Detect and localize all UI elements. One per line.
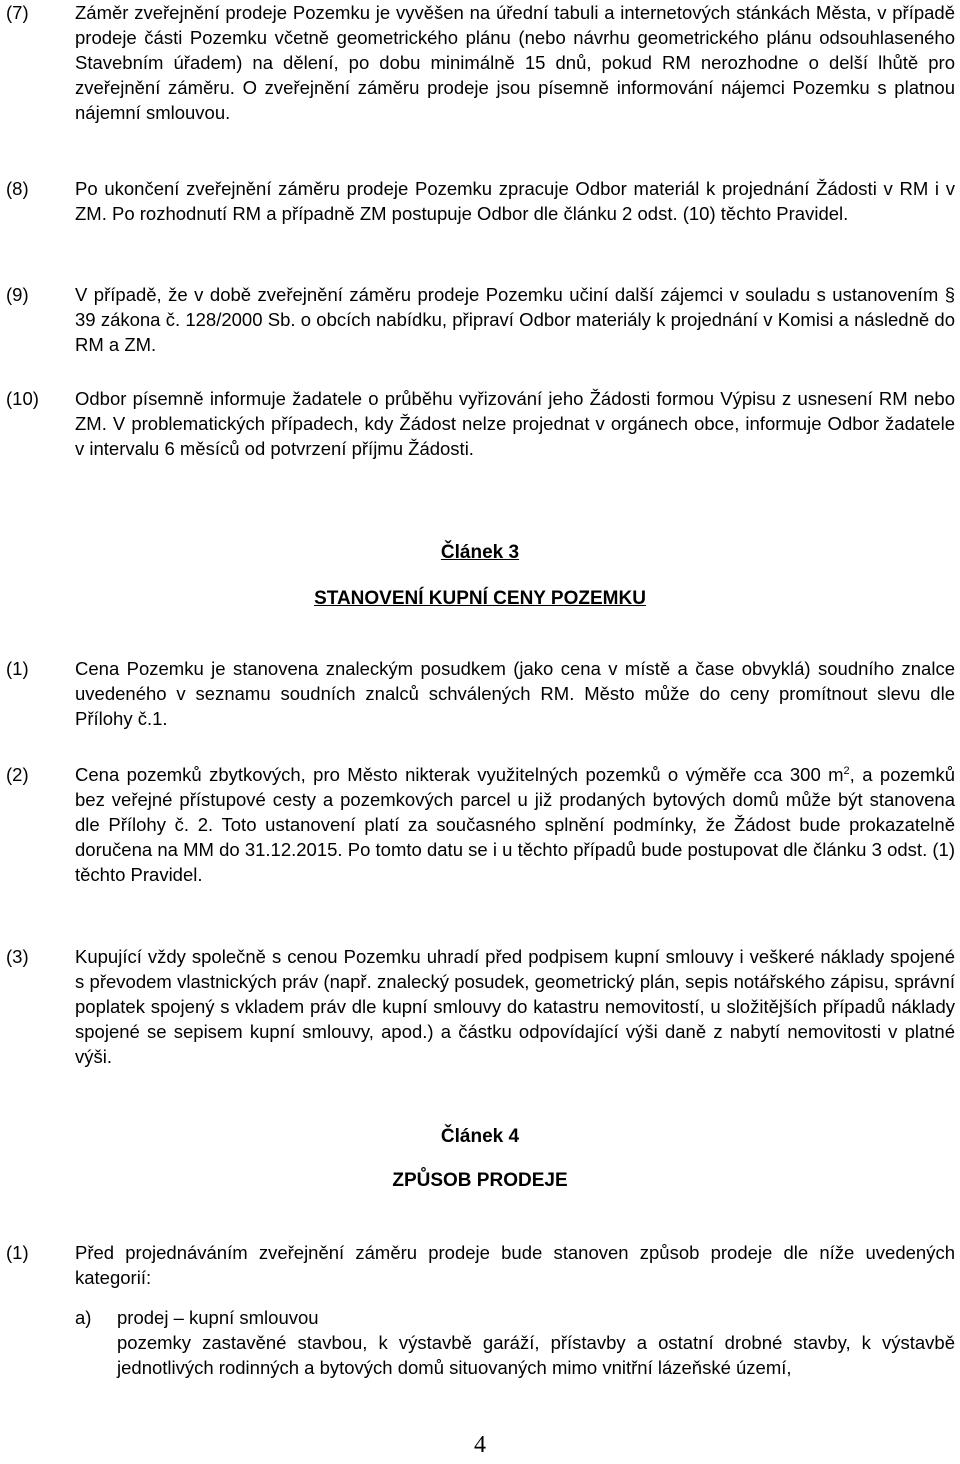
paragraph-text: Odbor písemně informuje žadatele o průběhu vyřizování jeho Žádosti formou Výpisu z usnesení RM nebo ZM. V problematických případech, kdy Žádost nelze projednat v orgánech obce, informuje Odbor žadatele v intervalu 6 měsíců od potvrzení příjmu Žádosti. <box>75 388 955 459</box>
article-4-subtitle: ZPŮSOB PRODEJE <box>392 1170 568 1191</box>
paragraph-number: (3) <box>6 946 29 967</box>
paragraph-text: Cena Pozemku je stanovena znaleckým posudkem (jako cena v místě a čase obvyklá) soudního znalce uvedeného v seznamu soudních znalců schválených RM. Město může do ceny promítnout slevu dle Přílohy č.1. <box>75 658 955 729</box>
text-after-superscript: , a pozemků bez veřejné přístupové cesty a pozemkových parcel u již prodaných bytových domů může být stanovena dle Přílohy č. 2. Toto ustanovení platí za současného splnění podmínky, že Žádost bude prokazatelně doručena na MM do 31.12.2015. Po tomto datu se i u těchto případů bude postupovat dle článku 3 odst. (1) těchto Pravidel. <box>75 764 955 885</box>
text-before-superscript: Cena pozemků zbytkových, pro Město nikterak využitelných pozemků o výměře cca 300 m <box>75 764 844 785</box>
paragraph-number: (7) <box>6 2 29 23</box>
page-number: 4 <box>474 1432 486 1458</box>
list-item-description: pozemky zastavěné stavbou, k výstavbě garáží, přístavby a ostatní drobné stavby, k výstavbě jednotlivých rodinných a bytových domů situovaných mimo vnitřní lázeňské území, <box>117 1332 955 1378</box>
article-3-subtitle: STANOVENÍ KUPNÍ CENY POZEMKU <box>314 588 646 609</box>
article-3-title: Článek 3 <box>440 542 520 563</box>
list-item-title: prodej – kupní smlouvou <box>117 1307 319 1328</box>
paragraph-text: Před projednáváním zveřejnění záměru prodeje bude stanoven způsob prodeje dle níže uvedených kategorií: <box>75 1242 955 1288</box>
list-item-letter: a) <box>75 1307 92 1328</box>
paragraph-number: (1) <box>6 658 29 679</box>
paragraph-number: (2) <box>6 764 29 785</box>
paragraph-text: V případě, že v době zveřejnění záměru prodeje Pozemku učiní další zájemci v souladu s ustanovením § 39 zákona č. 128/2000 Sb. o obcích nabídku, připraví Odbor materiály k projednání v Komisi a následně do RM a ZM. <box>75 284 955 355</box>
paragraph-number: (9) <box>6 284 29 305</box>
paragraph-text: Kupující vždy společně s cenou Pozemku uhradí před podpisem kupní smlouvy i veškeré náklady spojené s převodem vlastnických práv (např. znalecký posudek, geometrický plán, sepis notářského zápisu, správní poplatek spojený s vkladem práv dle kupní smlouvy do katastru nemovitostí, u složitějších případů náklady spojené se sepisem kupní smlouvy, apod.) a částku odpovídající výši daně z nabytí nemovitosti v platné výši. <box>75 946 955 1067</box>
article-4-title: Článek 4 <box>440 1126 520 1147</box>
paragraph-text <box>75 762 955 887</box>
paragraph-number: (8) <box>6 178 29 199</box>
paragraph-text: Po ukončení zveřejnění záměru prodeje Pozemku zpracuje Odbor materiál k projednání Žádosti v RM i v ZM. Po rozhodnutí RM a případně ZM postupuje Odbor dle článku 2 odst. (10) těchto Pravidel. <box>75 178 955 224</box>
superscript: 2 <box>843 764 850 777</box>
paragraph-number: (10) <box>6 388 39 409</box>
paragraph-text: Záměr zveřejnění prodeje Pozemku je vyvěšen na úřední tabuli a internetových stánkách Města, v případě prodeje části Pozemku včetně geometrického plánu (nebo návrhu geometrického plánu odsouhlaseného Stavebním úřadem) na dělení, po dobu minimálně 15 dnů, pokud RM nerozhodne o delší lhůtě pro zveřejnění záměru. O zveřejnění záměru prodeje jsou písemně informování nájemci Pozemku s platnou nájemní smlouvou. <box>75 2 955 123</box>
paragraph-number: (1) <box>6 1242 29 1263</box>
